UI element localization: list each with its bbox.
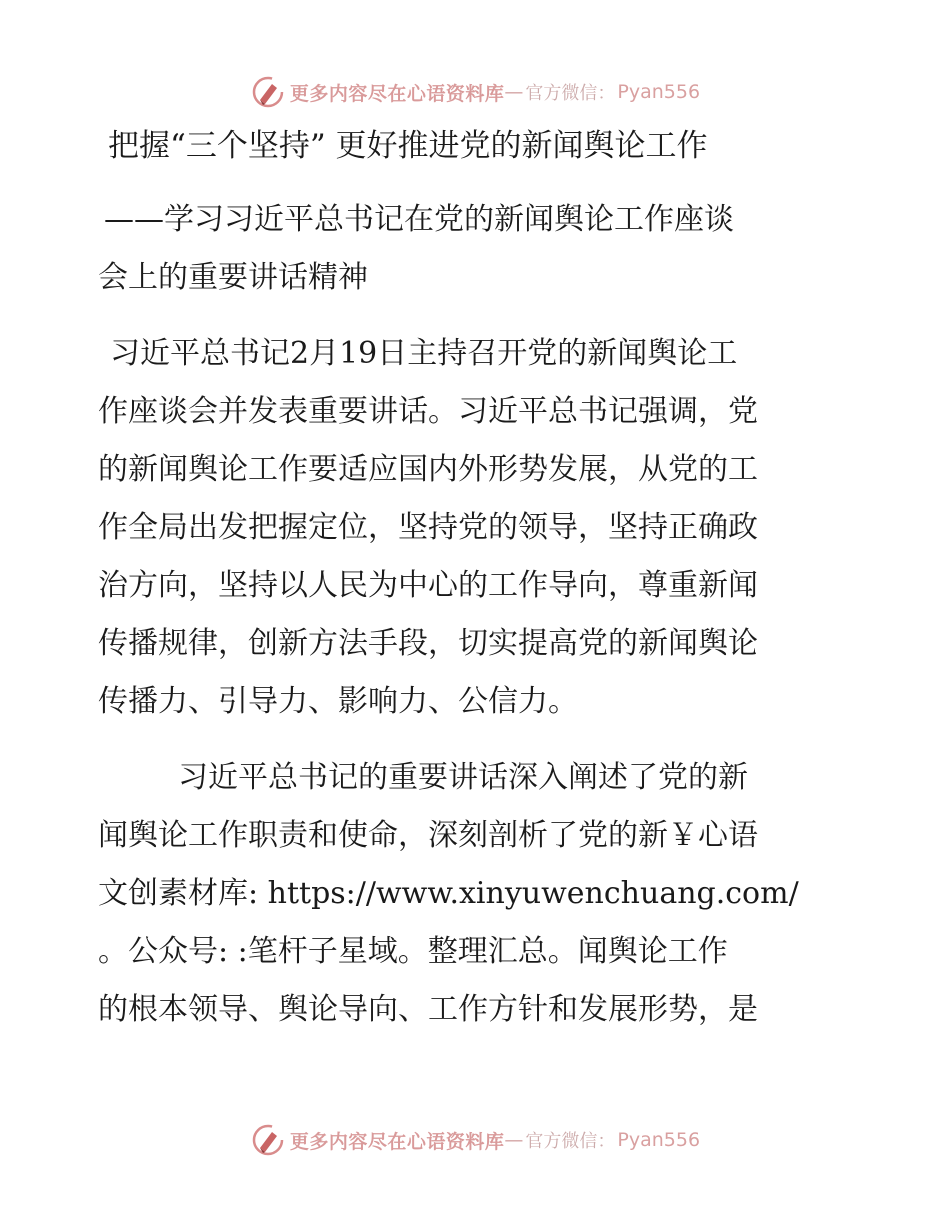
paragraph-2-line: 文创素材库: https://www.xinyuwenchuang.com/	[98, 876, 799, 911]
paragraph-2-line: 的根本领导、舆论导向、工作方针和发展形势，是	[98, 992, 758, 1027]
watermark-contact-label: 官方微信：	[525, 83, 616, 104]
watermark-brand-text: 更多内容尽在心语资料库	[289, 82, 505, 105]
watermark-separator: —	[504, 1129, 524, 1151]
pen-logo-icon	[250, 74, 286, 110]
paragraph-2-line: 。公众号: :笔杆子星域。整理汇总。闻舆论工作	[98, 934, 728, 969]
paragraph-2-line: 闻舆论工作职责和使命，深刻剖析了党的新￥心语	[98, 818, 758, 853]
header-watermark	[0, 72, 950, 112]
subtitle-line: 会上的重要讲话精神	[98, 260, 368, 295]
paragraph-1-line: 治方向，坚持以人民为中心的工作导向，尊重新闻	[98, 568, 758, 603]
paragraph-1-line: 的新闻舆论工作要适应国内外形势发展，从党的工	[98, 452, 758, 487]
watermark-separator: —	[504, 81, 524, 103]
pen-logo-icon	[250, 1122, 286, 1158]
watermark-contact-id: Pyan556	[617, 81, 701, 103]
paragraph-2-line: 习近平总书记的重要讲话深入阐述了党的新	[178, 760, 748, 795]
paragraph-1-line: 作全局出发把握定位，坚持党的领导，坚持正确政	[98, 510, 758, 545]
document-title: 把握“三个坚持” 更好推进党的新闻舆论工作	[108, 128, 708, 164]
paragraph-1-line: 传播力、引导力、影响力、公信力。	[98, 684, 578, 719]
footer-watermark	[0, 1120, 950, 1160]
paragraph-1-line: 习近平总书记2月19日主持召开党的新闻舆论工	[110, 336, 738, 371]
paragraph-1-line: 作座谈会并发表重要讲话。习近平总书记强调，党	[98, 394, 758, 429]
subtitle-line: ——学习习近平总书记在党的新闻舆论工作座谈	[104, 202, 734, 237]
watermark-contact-id: Pyan556	[617, 1129, 701, 1151]
watermark-brand-text: 更多内容尽在心语资料库	[289, 1130, 505, 1153]
paragraph-1-line: 传播规律，创新方法手段，切实提高党的新闻舆论	[98, 626, 758, 661]
watermark-contact-label: 官方微信：	[525, 1131, 616, 1152]
